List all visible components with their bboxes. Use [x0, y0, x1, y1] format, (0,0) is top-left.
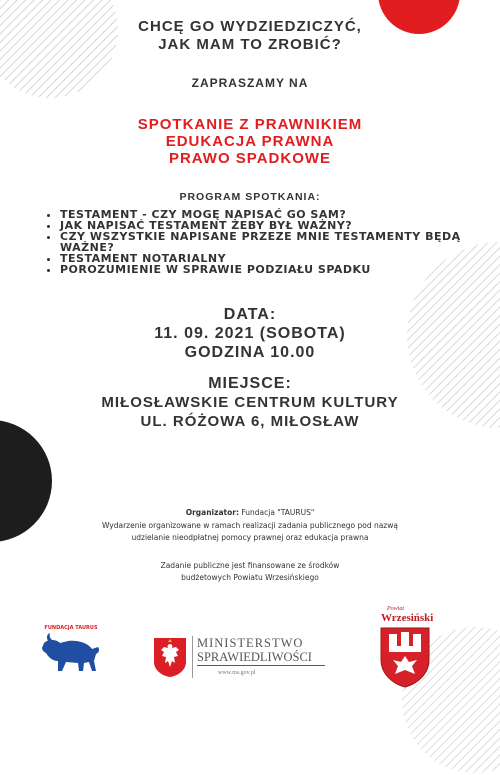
organizer-description-1: Wydarzenie organizowane w ramach realizacji zadania publicznego pod nazwą — [102, 521, 398, 530]
powiat-name-text: Wrzesiński — [381, 612, 434, 624]
taurus-logo — [38, 625, 104, 680]
date-value: 11. 09. 2021 (SOBOTA) — [154, 325, 346, 342]
bull-icon — [38, 631, 104, 677]
ministry-underline — [197, 665, 325, 666]
funding-line-2: budżetowych Powiatu Wrzesińskiego — [181, 573, 319, 582]
place-name: MIŁOSŁAWSKIE CENTRUM KULTURY — [101, 394, 399, 411]
powiat-coat-of-arms-icon — [379, 626, 431, 688]
invite-text: ZAPRASZAMY NA — [191, 76, 309, 90]
header-line-2: JAK MAM TO ZROBIĆ? — [158, 36, 342, 53]
organizer-name: Fundacja "TAURUS" — [238, 508, 315, 517]
organizer-label: Organizator: — [185, 508, 239, 517]
program-title: PROGRAM SPOTKANIA: — [179, 191, 321, 203]
ministry-url: www.ms.gov.pl — [218, 670, 256, 676]
program-item: • POROZUMIENIE W SPRAWIE PODZIAŁU SPADKU — [60, 264, 500, 275]
ministry-name-1: MINISTERSTWO — [197, 636, 304, 650]
date-label: DATA: — [223, 306, 277, 323]
program-item: • TESTAMENT - CZY MOGĘ NAPISAĆ GO SAM? — [60, 209, 500, 220]
event-title-3: PRAWO SPADKOWE — [168, 150, 332, 167]
program-item: • CZY WSZYSTKIE NAPISANE PRZEZE MNIE TESTAMENTY BĘDĄ WAŻNE? — [60, 231, 500, 253]
polish-eagle-icon — [152, 636, 188, 678]
ministry-name-2: SPRAWIEDLIWOŚCI — [197, 650, 312, 664]
event-title-1: SPOTKANIE Z PRAWNIKIEM — [137, 116, 363, 133]
event-title-2: EDUKACJA PRAWNA — [165, 133, 335, 150]
program-item: • TESTAMENT NOTARIALNY — [60, 253, 500, 264]
taurus-logo-text: FUNDACJA TAURUS — [44, 625, 98, 631]
funding-line-1: Zadanie publiczne jest finansowane ze środków — [160, 561, 340, 570]
powiat-small-text: Powiat — [387, 606, 405, 612]
powiat-logo — [375, 606, 435, 690]
place-address: UL. RÓŻOWA 6, MIŁOSŁAW — [140, 413, 360, 430]
time-value: GODZINA 10.00 — [184, 344, 316, 361]
place-label: MIEJSCE: — [208, 375, 292, 392]
program-item: • JAK NAPISAĆ TESTAMENT ŻEBY BYŁ WAŻNY? — [60, 220, 500, 231]
ministry-emblem — [152, 636, 188, 678]
ministry-divider — [192, 636, 193, 678]
header-line-1: CHCĘ GO WYDZIEDZICZYĆ, — [138, 18, 362, 35]
organizer-description-2: udzielanie nieodpłatnej pomocy prawnej oraz edukacja prawna — [131, 533, 369, 542]
program-list — [44, 209, 500, 275]
organizer-line — [0, 507, 500, 519]
